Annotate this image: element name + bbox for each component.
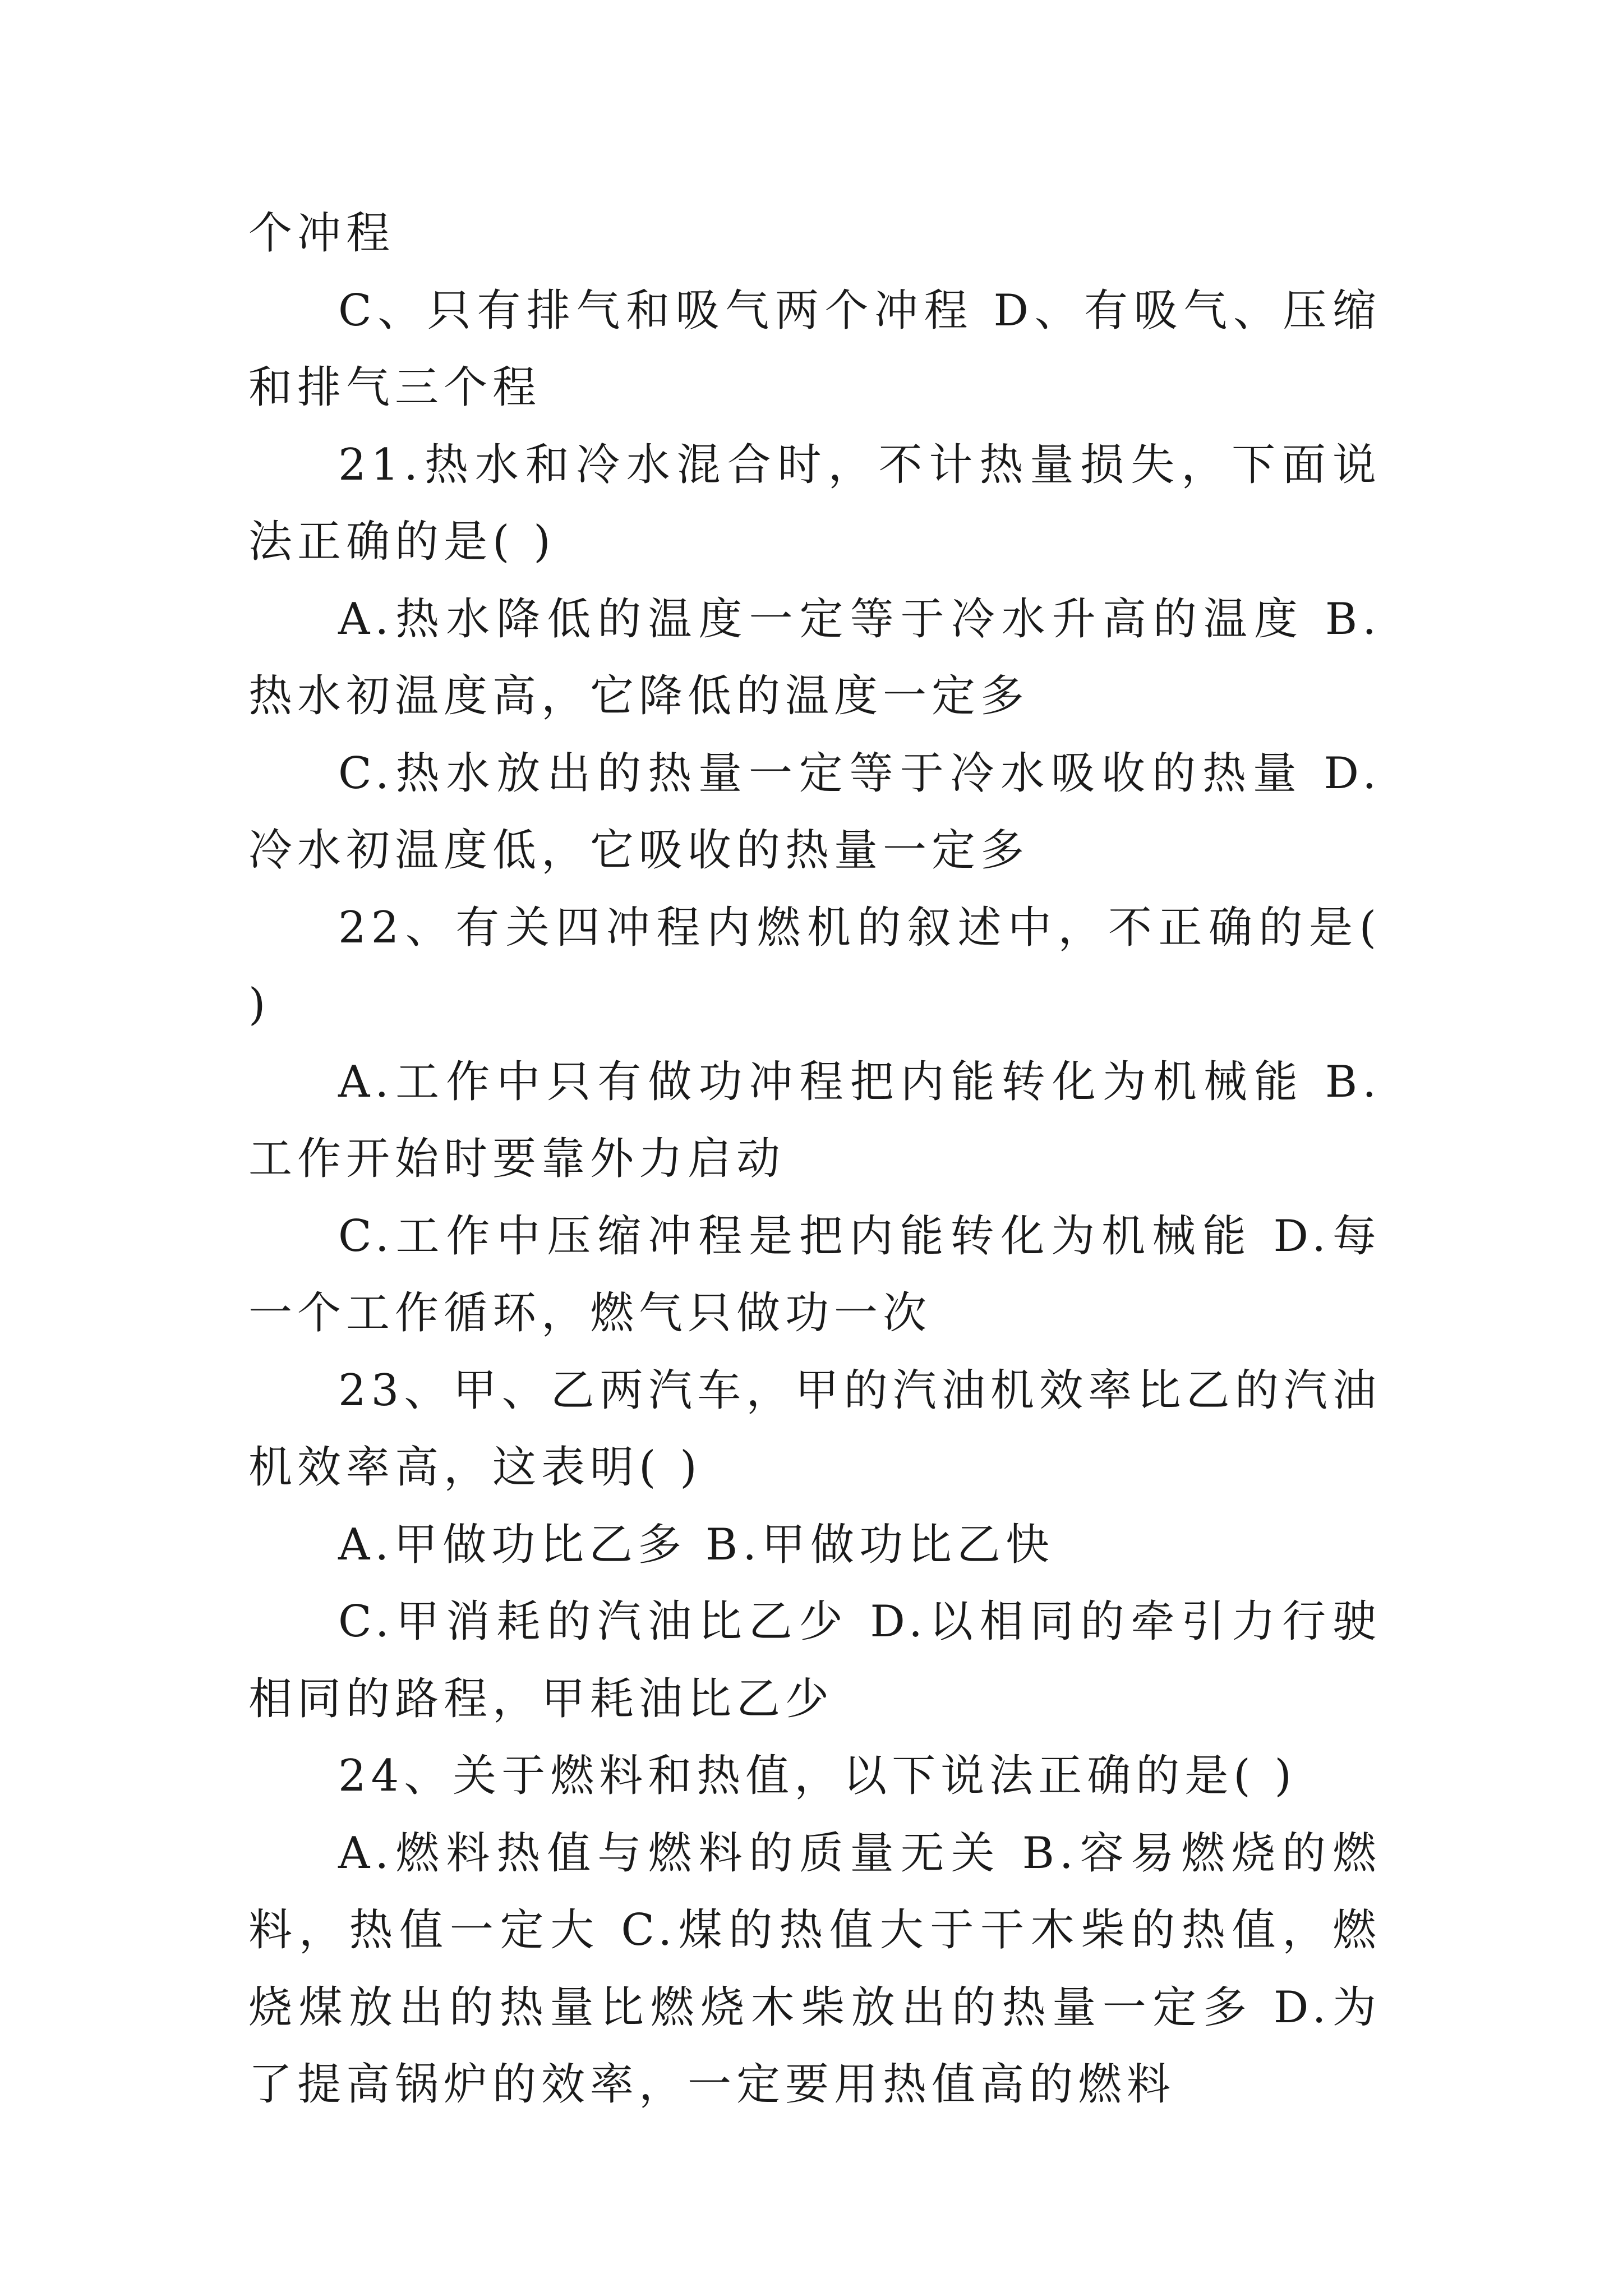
paragraph-question-22: 22、有关四冲程内燃机的叙述中，不正确的是( ): [248, 902, 1381, 1030]
paragraph-options-q23-ab: A.甲做功比乙多 B.甲做功比乙快: [338, 1519, 1055, 1570]
paragraph-question-24: 24、关于燃料和热值，以下说法正确的是( ): [338, 1751, 1297, 1801]
paragraph-options-q21-cd: C.热水放出的热量一定等于冷水吸收的热量 D.冷水初温度低，它吸收的热量一定多: [248, 748, 1381, 876]
paragraph-options-q22-ab: A.工作中只有做功冲程把内能转化为机械能 B.工作开始时要靠外力启动: [248, 1056, 1381, 1184]
paragraph-question-23: 23、甲、乙两汽车，甲的汽油机效率比乙的汽油机效率高，这表明( ): [248, 1365, 1381, 1493]
paragraph-options-q20: C、只有排气和吸气两个冲程 D、有吸气、压缩和排气三个程: [248, 285, 1381, 413]
paragraph-continuation: 个冲程: [248, 208, 395, 259]
paragraph-options-q22-cd: C.工作中压缩冲程是把内能转化为机械能 D.每一个工作循环，燃气只做功一次: [248, 1211, 1381, 1338]
paragraph-question-21: 21.热水和冷水混合时，不计热量损失，下面说法正确的是( ): [248, 439, 1381, 567]
paragraph-options-q23-cd: C.甲消耗的汽油比乙少 D.以相同的牵引力行驶相同的路程，甲耗油比乙少: [248, 1596, 1381, 1724]
paragraph-options-q24: A.燃料热值与燃料的质量无关 B.容易燃烧的燃料，热值一定大 C.煤的热值大于干木柴的热值，燃烧煤放出的热量比燃烧木柴放出的热量一定多 D.为了提高锅炉的效率，一定要用热值高的燃料: [248, 1828, 1381, 2110]
document-body: [248, 195, 1381, 2124]
paragraph-options-q21-ab: A.热水降低的温度一定等于冷水升高的温度 B.热水初温度高，它降低的温度一定多: [248, 593, 1381, 721]
